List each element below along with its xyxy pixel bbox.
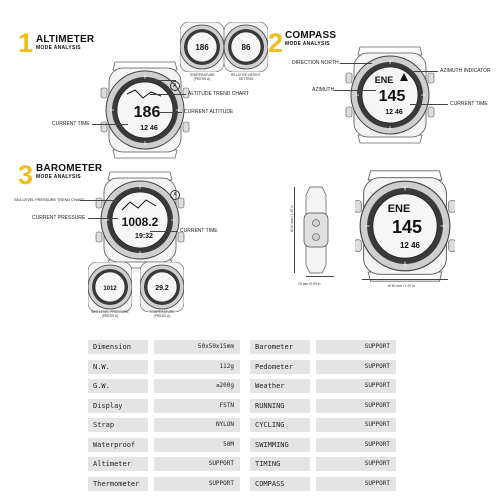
watch-front-view bbox=[355, 170, 455, 282]
spec-value: NYLON bbox=[154, 418, 240, 432]
label-altimeter-current-time: CURRENT TIME bbox=[52, 121, 90, 127]
spec-value: ≤200g bbox=[154, 379, 240, 393]
label-azimuth: AZIMUTH bbox=[312, 87, 335, 93]
button-a-marker: A bbox=[170, 81, 180, 91]
spec-key: Weather bbox=[250, 379, 310, 393]
altimeter-watch bbox=[100, 60, 190, 160]
altimeter-mini-relative bbox=[224, 22, 268, 72]
spec-key: Dimension bbox=[88, 340, 148, 354]
spec-value: FSTN bbox=[154, 399, 240, 413]
altimeter-subtitle: MODE ANALYSIS bbox=[36, 45, 81, 51]
spec-key: CYCLING bbox=[250, 418, 310, 432]
spec-key: Strap bbox=[88, 418, 148, 432]
compass-subtitle: MODE ANALYSIS bbox=[285, 41, 330, 47]
label-barometer-current-time: CURRENT TIME bbox=[180, 228, 218, 234]
spec-key: COMPASS bbox=[250, 477, 310, 491]
altimeter-time-reading: 12 46 bbox=[140, 125, 158, 132]
label-pressure-trend: SEA LEVEL PRESSURE TREND CHART bbox=[14, 198, 85, 202]
barometer-main-reading: 1008.2 bbox=[121, 215, 159, 229]
altimeter-mini-temperature bbox=[180, 22, 224, 72]
spec-row bbox=[88, 360, 396, 374]
barometer-title: BAROMETER bbox=[36, 163, 103, 174]
label-relative-height: RELATIVE HEIGHT SETTING bbox=[231, 73, 261, 81]
spec-key: G.W. bbox=[88, 379, 148, 393]
svg-text:1012: 1012 bbox=[103, 286, 117, 292]
svg-text:86: 86 bbox=[241, 43, 251, 52]
watch-side-view bbox=[296, 185, 336, 275]
spec-value: SUPPORT bbox=[316, 438, 396, 452]
barometer-watch bbox=[95, 170, 185, 270]
front-direction-reading: ENE bbox=[387, 203, 411, 215]
spec-row bbox=[88, 340, 396, 354]
front-time-reading: 12 46 bbox=[399, 241, 421, 250]
spec-key: N.W. bbox=[88, 360, 148, 374]
barometer-subtitle: MODE ANALYSIS bbox=[36, 174, 81, 180]
spec-value: SUPPORT bbox=[316, 418, 396, 432]
section-number-3: 3 bbox=[18, 160, 34, 190]
spec-row bbox=[88, 477, 396, 491]
altimeter-main-reading: 186 bbox=[133, 104, 161, 121]
label-compass-current-time: CURRENT TIME bbox=[450, 101, 488, 107]
label-height-dimension: Ø 50 mm / 1.97 in bbox=[290, 205, 294, 232]
spec-table bbox=[88, 340, 396, 496]
spec-key: Barometer bbox=[250, 340, 310, 354]
spec-value: SUPPORT bbox=[316, 360, 396, 374]
spec-row bbox=[88, 418, 396, 432]
spec-key: Thermometer bbox=[88, 477, 148, 491]
barometer-mini-temperature bbox=[140, 262, 184, 312]
altimeter-title: ALTIMETER bbox=[36, 34, 95, 45]
label-current-altitude: CURRENT ALTITUDE bbox=[184, 109, 234, 115]
spec-key: RUNNING bbox=[250, 399, 310, 413]
spec-value: 112g bbox=[154, 360, 240, 374]
section-number-1: 1 bbox=[18, 28, 34, 58]
spec-row bbox=[88, 379, 396, 393]
spec-value: SUPPORT bbox=[316, 340, 396, 354]
spec-value: SUPPORT bbox=[154, 477, 240, 491]
label-width-dimension: Ø 50 mm / 1.97 in bbox=[388, 284, 415, 288]
spec-key: SWIMMING bbox=[250, 438, 310, 452]
spec-value: SUPPORT bbox=[154, 457, 240, 471]
spec-value: SUPPORT bbox=[316, 379, 396, 393]
label-temperature: TEMPERATURE (PRESS A) bbox=[189, 73, 215, 81]
spec-key: TIMING bbox=[250, 457, 310, 471]
label-thickness-dimension: 15 mm /0.59 in bbox=[298, 282, 321, 286]
spec-value: 50x50x15mm bbox=[154, 340, 240, 354]
front-main-reading: 145 bbox=[391, 217, 423, 237]
barometer-time-reading: 19:32 bbox=[135, 233, 153, 240]
spec-value: SUPPORT bbox=[316, 477, 396, 491]
spec-key: Display bbox=[88, 399, 148, 413]
spec-row bbox=[88, 457, 396, 471]
spec-value: SUPPORT bbox=[316, 399, 396, 413]
compass-time-reading: 12 46 bbox=[385, 109, 403, 116]
spec-row bbox=[88, 438, 396, 452]
label-current-pressure: CURRENT PRESSURE bbox=[32, 215, 86, 221]
barometer-mini-sealevel bbox=[88, 262, 132, 312]
label-azimuth-indicator: AZIMUTH INDICATOR bbox=[440, 68, 491, 74]
spec-key: Waterproof bbox=[88, 438, 148, 452]
section-number-2: 2 bbox=[268, 28, 284, 58]
label-direction-north: DIRECTION NORTH bbox=[292, 60, 339, 66]
spec-key: Altimeter bbox=[88, 457, 148, 471]
label-altitude-trend: ALTITUDE TREND CHART bbox=[188, 91, 249, 97]
svg-text:186: 186 bbox=[195, 43, 209, 52]
compass-title: COMPASS bbox=[285, 30, 337, 41]
spec-row bbox=[88, 399, 396, 413]
compass-direction-reading: ENE bbox=[374, 75, 394, 85]
label-sea-level-pressure: SEA LEVEL PRESSURE (PRESS A) bbox=[91, 310, 129, 318]
spec-value: SUPPORT bbox=[316, 457, 396, 471]
spec-value: 50M bbox=[154, 438, 240, 452]
compass-watch bbox=[345, 45, 435, 145]
button-a-marker-2: A bbox=[170, 190, 180, 200]
svg-text:29.2: 29.2 bbox=[155, 285, 169, 292]
spec-key: Pedometer bbox=[250, 360, 310, 374]
label-barometer-temperature: TEMPERATURE (PRESS A) bbox=[149, 310, 175, 318]
compass-main-reading: 145 bbox=[378, 88, 406, 105]
